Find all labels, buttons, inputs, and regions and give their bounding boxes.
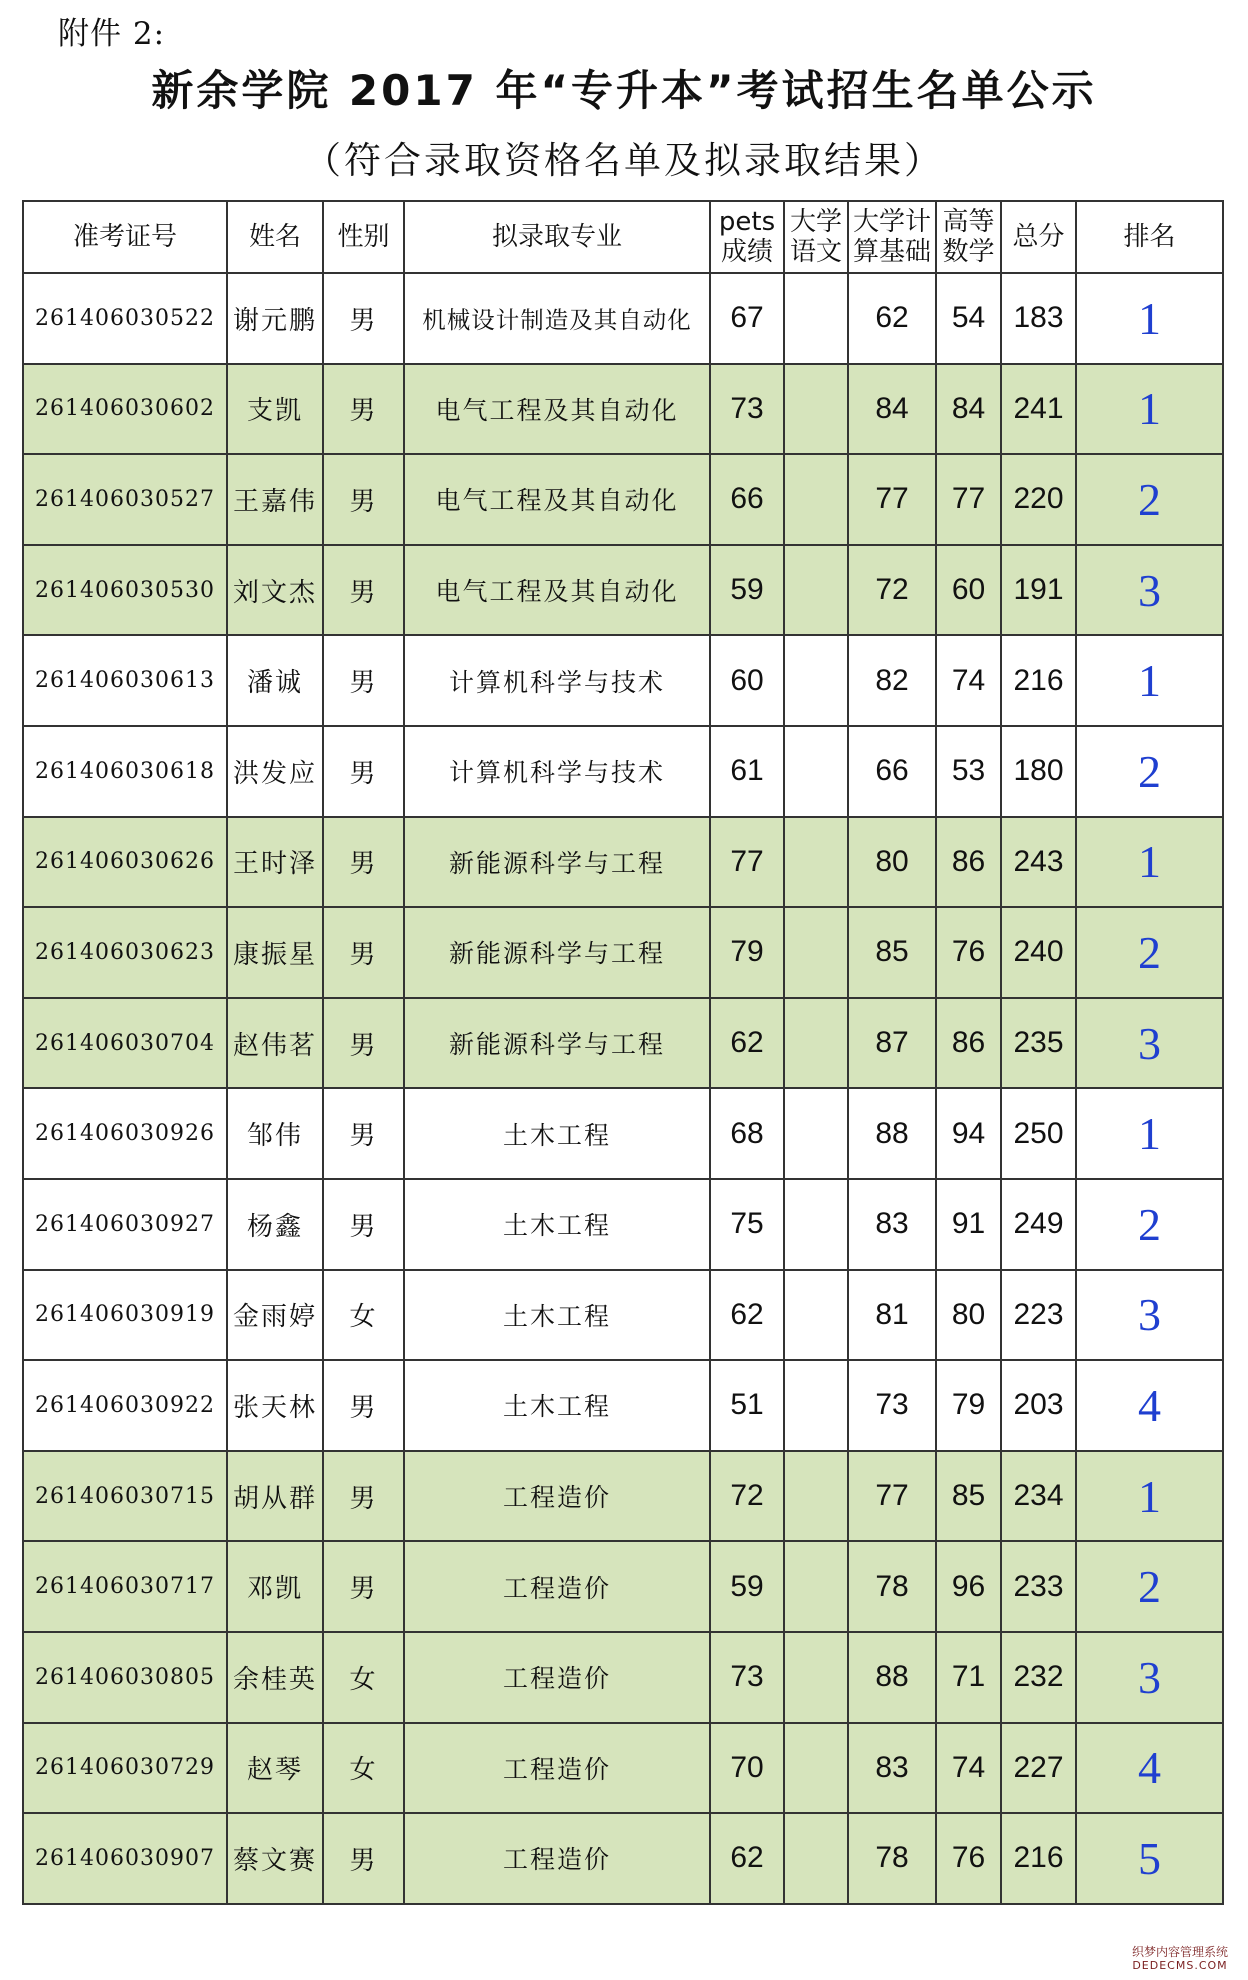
table-row [23, 635, 1223, 726]
header-exam-id: 准考证号 [23, 201, 227, 273]
cell-rank: 3 [1076, 1632, 1223, 1723]
cell-chinese [784, 1360, 848, 1451]
cell-pets: 72 [710, 1451, 784, 1542]
cell-pets: 77 [710, 817, 784, 908]
cell-total: 183 [1001, 273, 1076, 364]
header-rank: 排名 [1076, 201, 1223, 273]
cell-exam-id: 261406030907 [23, 1813, 227, 1904]
cell-pets: 61 [710, 726, 784, 817]
cell-math: 76 [936, 1813, 1001, 1904]
cell-gender: 男 [323, 907, 404, 998]
cell-computer: 87 [848, 998, 936, 1089]
cell-total: 243 [1001, 817, 1076, 908]
cell-math: 54 [936, 273, 1001, 364]
cell-chinese [784, 454, 848, 545]
cell-pets: 73 [710, 364, 784, 455]
cell-computer: 73 [848, 1360, 936, 1451]
cell-exam-id: 261406030704 [23, 998, 227, 1089]
cell-math: 74 [936, 635, 1001, 726]
cell-name: 洪发应 [227, 726, 323, 817]
cell-rank: 1 [1076, 1088, 1223, 1179]
table-row [23, 273, 1223, 364]
cell-pets: 73 [710, 1632, 784, 1723]
cell-name: 张天林 [227, 1360, 323, 1451]
cell-name: 邓凯 [227, 1541, 323, 1632]
cell-chinese [784, 998, 848, 1089]
cell-pets: 62 [710, 998, 784, 1089]
cell-total: 223 [1001, 1270, 1076, 1361]
cell-total: 234 [1001, 1451, 1076, 1542]
cell-chinese [784, 817, 848, 908]
cell-chinese [784, 1270, 848, 1361]
cell-math: 91 [936, 1179, 1001, 1270]
cell-pets: 67 [710, 273, 784, 364]
table-row [23, 454, 1223, 545]
header-chinese-line2: 语文 [789, 237, 842, 267]
cell-computer: 77 [848, 454, 936, 545]
table-row [23, 1360, 1223, 1451]
watermark-line1: 织梦内容管理系统 [1131, 1945, 1228, 1959]
cell-computer: 80 [848, 817, 936, 908]
cell-gender: 女 [323, 1270, 404, 1361]
cell-pets: 66 [710, 454, 784, 545]
cell-major: 电气工程及其自动化 [404, 364, 710, 455]
cell-name: 赵伟茗 [227, 998, 323, 1089]
cell-chinese [784, 1088, 848, 1179]
cell-major: 工程造价 [404, 1632, 710, 1723]
table-header-row [23, 201, 1223, 273]
attachment-label: 附件 2: [58, 16, 166, 52]
cell-name: 支凯 [227, 364, 323, 455]
cell-rank: 1 [1076, 817, 1223, 908]
cell-math: 60 [936, 545, 1001, 636]
cell-gender: 男 [323, 1813, 404, 1904]
cell-exam-id: 261406030602 [23, 364, 227, 455]
cell-name: 邹伟 [227, 1088, 323, 1179]
cell-pets: 70 [710, 1723, 784, 1814]
cell-name: 杨鑫 [227, 1179, 323, 1270]
cell-exam-id: 261406030922 [23, 1360, 227, 1451]
cell-gender: 男 [323, 1451, 404, 1542]
cell-name: 蔡文赛 [227, 1813, 323, 1904]
watermark [1132, 1946, 1228, 1972]
cell-exam-id: 261406030927 [23, 1179, 227, 1270]
table-row [23, 1088, 1223, 1179]
cell-math: 71 [936, 1632, 1001, 1723]
cell-rank: 2 [1076, 907, 1223, 998]
header-total: 总分 [1001, 201, 1076, 273]
cell-total: 203 [1001, 1360, 1076, 1451]
cell-computer: 83 [848, 1179, 936, 1270]
cell-pets: 62 [710, 1270, 784, 1361]
cell-exam-id: 261406030717 [23, 1541, 227, 1632]
header-math-line1: 高等 [942, 207, 995, 237]
cell-math: 86 [936, 817, 1001, 908]
cell-total: 191 [1001, 545, 1076, 636]
cell-total: 220 [1001, 454, 1076, 545]
cell-math: 96 [936, 1541, 1001, 1632]
cell-math: 80 [936, 1270, 1001, 1361]
cell-rank: 2 [1076, 726, 1223, 817]
cell-gender: 男 [323, 1541, 404, 1632]
cell-rank: 3 [1076, 1270, 1223, 1361]
cell-computer: 62 [848, 273, 936, 364]
cell-name: 余桂英 [227, 1632, 323, 1723]
cell-total: 232 [1001, 1632, 1076, 1723]
cell-major: 新能源科学与工程 [404, 998, 710, 1089]
cell-rank: 1 [1076, 1451, 1223, 1542]
cell-major: 土木工程 [404, 1179, 710, 1270]
cell-exam-id: 261406030919 [23, 1270, 227, 1361]
cell-pets: 60 [710, 635, 784, 726]
cell-chinese [784, 364, 848, 455]
cell-name: 王嘉伟 [227, 454, 323, 545]
cell-gender: 男 [323, 1088, 404, 1179]
cell-computer: 83 [848, 1723, 936, 1814]
header-chinese [784, 201, 848, 273]
cell-total: 250 [1001, 1088, 1076, 1179]
cell-major: 工程造价 [404, 1541, 710, 1632]
cell-computer: 82 [848, 635, 936, 726]
cell-rank: 1 [1076, 635, 1223, 726]
cell-rank: 2 [1076, 1179, 1223, 1270]
cell-pets: 59 [710, 545, 784, 636]
cell-pets: 75 [710, 1179, 784, 1270]
header-pets-line2: 成绩 [720, 237, 773, 267]
cell-exam-id: 261406030527 [23, 454, 227, 545]
cell-pets: 51 [710, 1360, 784, 1451]
cell-chinese [784, 907, 848, 998]
cell-gender: 女 [323, 1632, 404, 1723]
cell-major: 土木工程 [404, 1270, 710, 1361]
cell-gender: 男 [323, 998, 404, 1089]
table-row [23, 817, 1223, 908]
cell-rank: 3 [1076, 545, 1223, 636]
cell-exam-id: 261406030626 [23, 817, 227, 908]
header-pets-line1: pets [718, 207, 776, 237]
cell-exam-id: 261406030530 [23, 545, 227, 636]
cell-chinese [784, 273, 848, 364]
cell-exam-id: 261406030715 [23, 1451, 227, 1542]
cell-name: 赵琴 [227, 1723, 323, 1814]
cell-gender: 男 [323, 726, 404, 817]
cell-total: 249 [1001, 1179, 1076, 1270]
cell-chinese [784, 545, 848, 636]
cell-gender: 男 [323, 635, 404, 726]
cell-rank: 5 [1076, 1813, 1223, 1904]
cell-chinese [784, 1451, 848, 1542]
cell-major: 电气工程及其自动化 [404, 545, 710, 636]
cell-gender: 男 [323, 273, 404, 364]
table-row [23, 726, 1223, 817]
table-row [23, 1179, 1223, 1270]
cell-exam-id: 261406030613 [23, 635, 227, 726]
cell-math: 77 [936, 454, 1001, 545]
cell-total: 216 [1001, 635, 1076, 726]
header-math [936, 201, 1001, 273]
cell-rank: 2 [1076, 1541, 1223, 1632]
cell-total: 233 [1001, 1541, 1076, 1632]
cell-computer: 77 [848, 1451, 936, 1542]
cell-major: 机械设计制造及其自动化 [404, 273, 710, 364]
cell-exam-id: 261406030805 [23, 1632, 227, 1723]
cell-name: 康振星 [227, 907, 323, 998]
cell-total: 227 [1001, 1723, 1076, 1814]
cell-pets: 59 [710, 1541, 784, 1632]
cell-exam-id: 261406030623 [23, 907, 227, 998]
cell-name: 潘诚 [227, 635, 323, 726]
cell-chinese [784, 1179, 848, 1270]
cell-major: 新能源科学与工程 [404, 817, 710, 908]
cell-math: 85 [936, 1451, 1001, 1542]
table-row [23, 1813, 1223, 1904]
cell-gender: 女 [323, 1723, 404, 1814]
table-row [23, 545, 1223, 636]
header-math-line2: 数学 [942, 237, 995, 267]
cell-rank: 3 [1076, 998, 1223, 1089]
cell-major: 新能源科学与工程 [404, 907, 710, 998]
header-pets [710, 201, 784, 273]
cell-name: 胡从群 [227, 1451, 323, 1542]
table-row [23, 998, 1223, 1089]
table-row [23, 1632, 1223, 1723]
cell-major: 计算机科学与技术 [404, 726, 710, 817]
cell-pets: 79 [710, 907, 784, 998]
cell-computer: 88 [848, 1632, 936, 1723]
header-name: 姓名 [227, 201, 323, 273]
cell-math: 53 [936, 726, 1001, 817]
cell-exam-id: 261406030522 [23, 273, 227, 364]
cell-computer: 66 [848, 726, 936, 817]
cell-major: 工程造价 [404, 1451, 710, 1542]
table-row [23, 364, 1223, 455]
cell-exam-id: 261406030926 [23, 1088, 227, 1179]
cell-total: 241 [1001, 364, 1076, 455]
cell-name: 金雨婷 [227, 1270, 323, 1361]
cell-chinese [784, 635, 848, 726]
header-computer-line1: 大学计 [852, 207, 931, 237]
cell-major: 土木工程 [404, 1088, 710, 1179]
cell-chinese [784, 1541, 848, 1632]
cell-computer: 81 [848, 1270, 936, 1361]
cell-math: 76 [936, 907, 1001, 998]
admission-table [22, 200, 1224, 1905]
cell-math: 74 [936, 1723, 1001, 1814]
cell-math: 79 [936, 1360, 1001, 1451]
watermark-line2: DEDECMS.COM [1132, 1959, 1228, 1972]
cell-total: 216 [1001, 1813, 1076, 1904]
header-gender: 性别 [323, 201, 404, 273]
header-major: 拟录取专业 [404, 201, 710, 273]
header-computer [848, 201, 936, 273]
cell-rank: 4 [1076, 1723, 1223, 1814]
cell-chinese [784, 1813, 848, 1904]
cell-total: 240 [1001, 907, 1076, 998]
cell-exam-id: 261406030618 [23, 726, 227, 817]
table-row [23, 1451, 1223, 1542]
cell-total: 180 [1001, 726, 1076, 817]
cell-gender: 男 [323, 545, 404, 636]
cell-gender: 男 [323, 364, 404, 455]
header-chinese-line1: 大学 [789, 207, 842, 237]
cell-chinese [784, 1632, 848, 1723]
cell-gender: 男 [323, 1179, 404, 1270]
cell-pets: 68 [710, 1088, 784, 1179]
table-row [23, 1723, 1223, 1814]
cell-chinese [784, 726, 848, 817]
cell-gender: 男 [323, 817, 404, 908]
cell-major: 工程造价 [404, 1813, 710, 1904]
cell-major: 电气工程及其自动化 [404, 454, 710, 545]
cell-computer: 72 [848, 545, 936, 636]
cell-computer: 85 [848, 907, 936, 998]
cell-rank: 1 [1076, 273, 1223, 364]
cell-rank: 4 [1076, 1360, 1223, 1451]
cell-name: 谢元鹏 [227, 273, 323, 364]
cell-gender: 男 [323, 1360, 404, 1451]
page-title: 新余学院 2017 年“专升本”考试招生名单公示 [151, 66, 1097, 115]
page-subtitle: （符合录取资格名单及拟录取结果） [304, 139, 944, 182]
cell-math: 84 [936, 364, 1001, 455]
cell-computer: 84 [848, 364, 936, 455]
cell-math: 94 [936, 1088, 1001, 1179]
cell-major: 计算机科学与技术 [404, 635, 710, 726]
cell-gender: 男 [323, 454, 404, 545]
cell-math: 86 [936, 998, 1001, 1089]
cell-computer: 88 [848, 1088, 936, 1179]
cell-name: 刘文杰 [227, 545, 323, 636]
table-row [23, 1541, 1223, 1632]
cell-total: 235 [1001, 998, 1076, 1089]
cell-computer: 78 [848, 1541, 936, 1632]
cell-major: 工程造价 [404, 1723, 710, 1814]
cell-chinese [784, 1723, 848, 1814]
cell-rank: 1 [1076, 364, 1223, 455]
table-row [23, 907, 1223, 998]
cell-rank: 2 [1076, 454, 1223, 545]
cell-pets: 62 [710, 1813, 784, 1904]
cell-major: 土木工程 [404, 1360, 710, 1451]
table-row [23, 1270, 1223, 1361]
cell-exam-id: 261406030729 [23, 1723, 227, 1814]
cell-computer: 78 [848, 1813, 936, 1904]
cell-name: 王时泽 [227, 817, 323, 908]
header-computer-line2: 算基础 [852, 237, 931, 267]
